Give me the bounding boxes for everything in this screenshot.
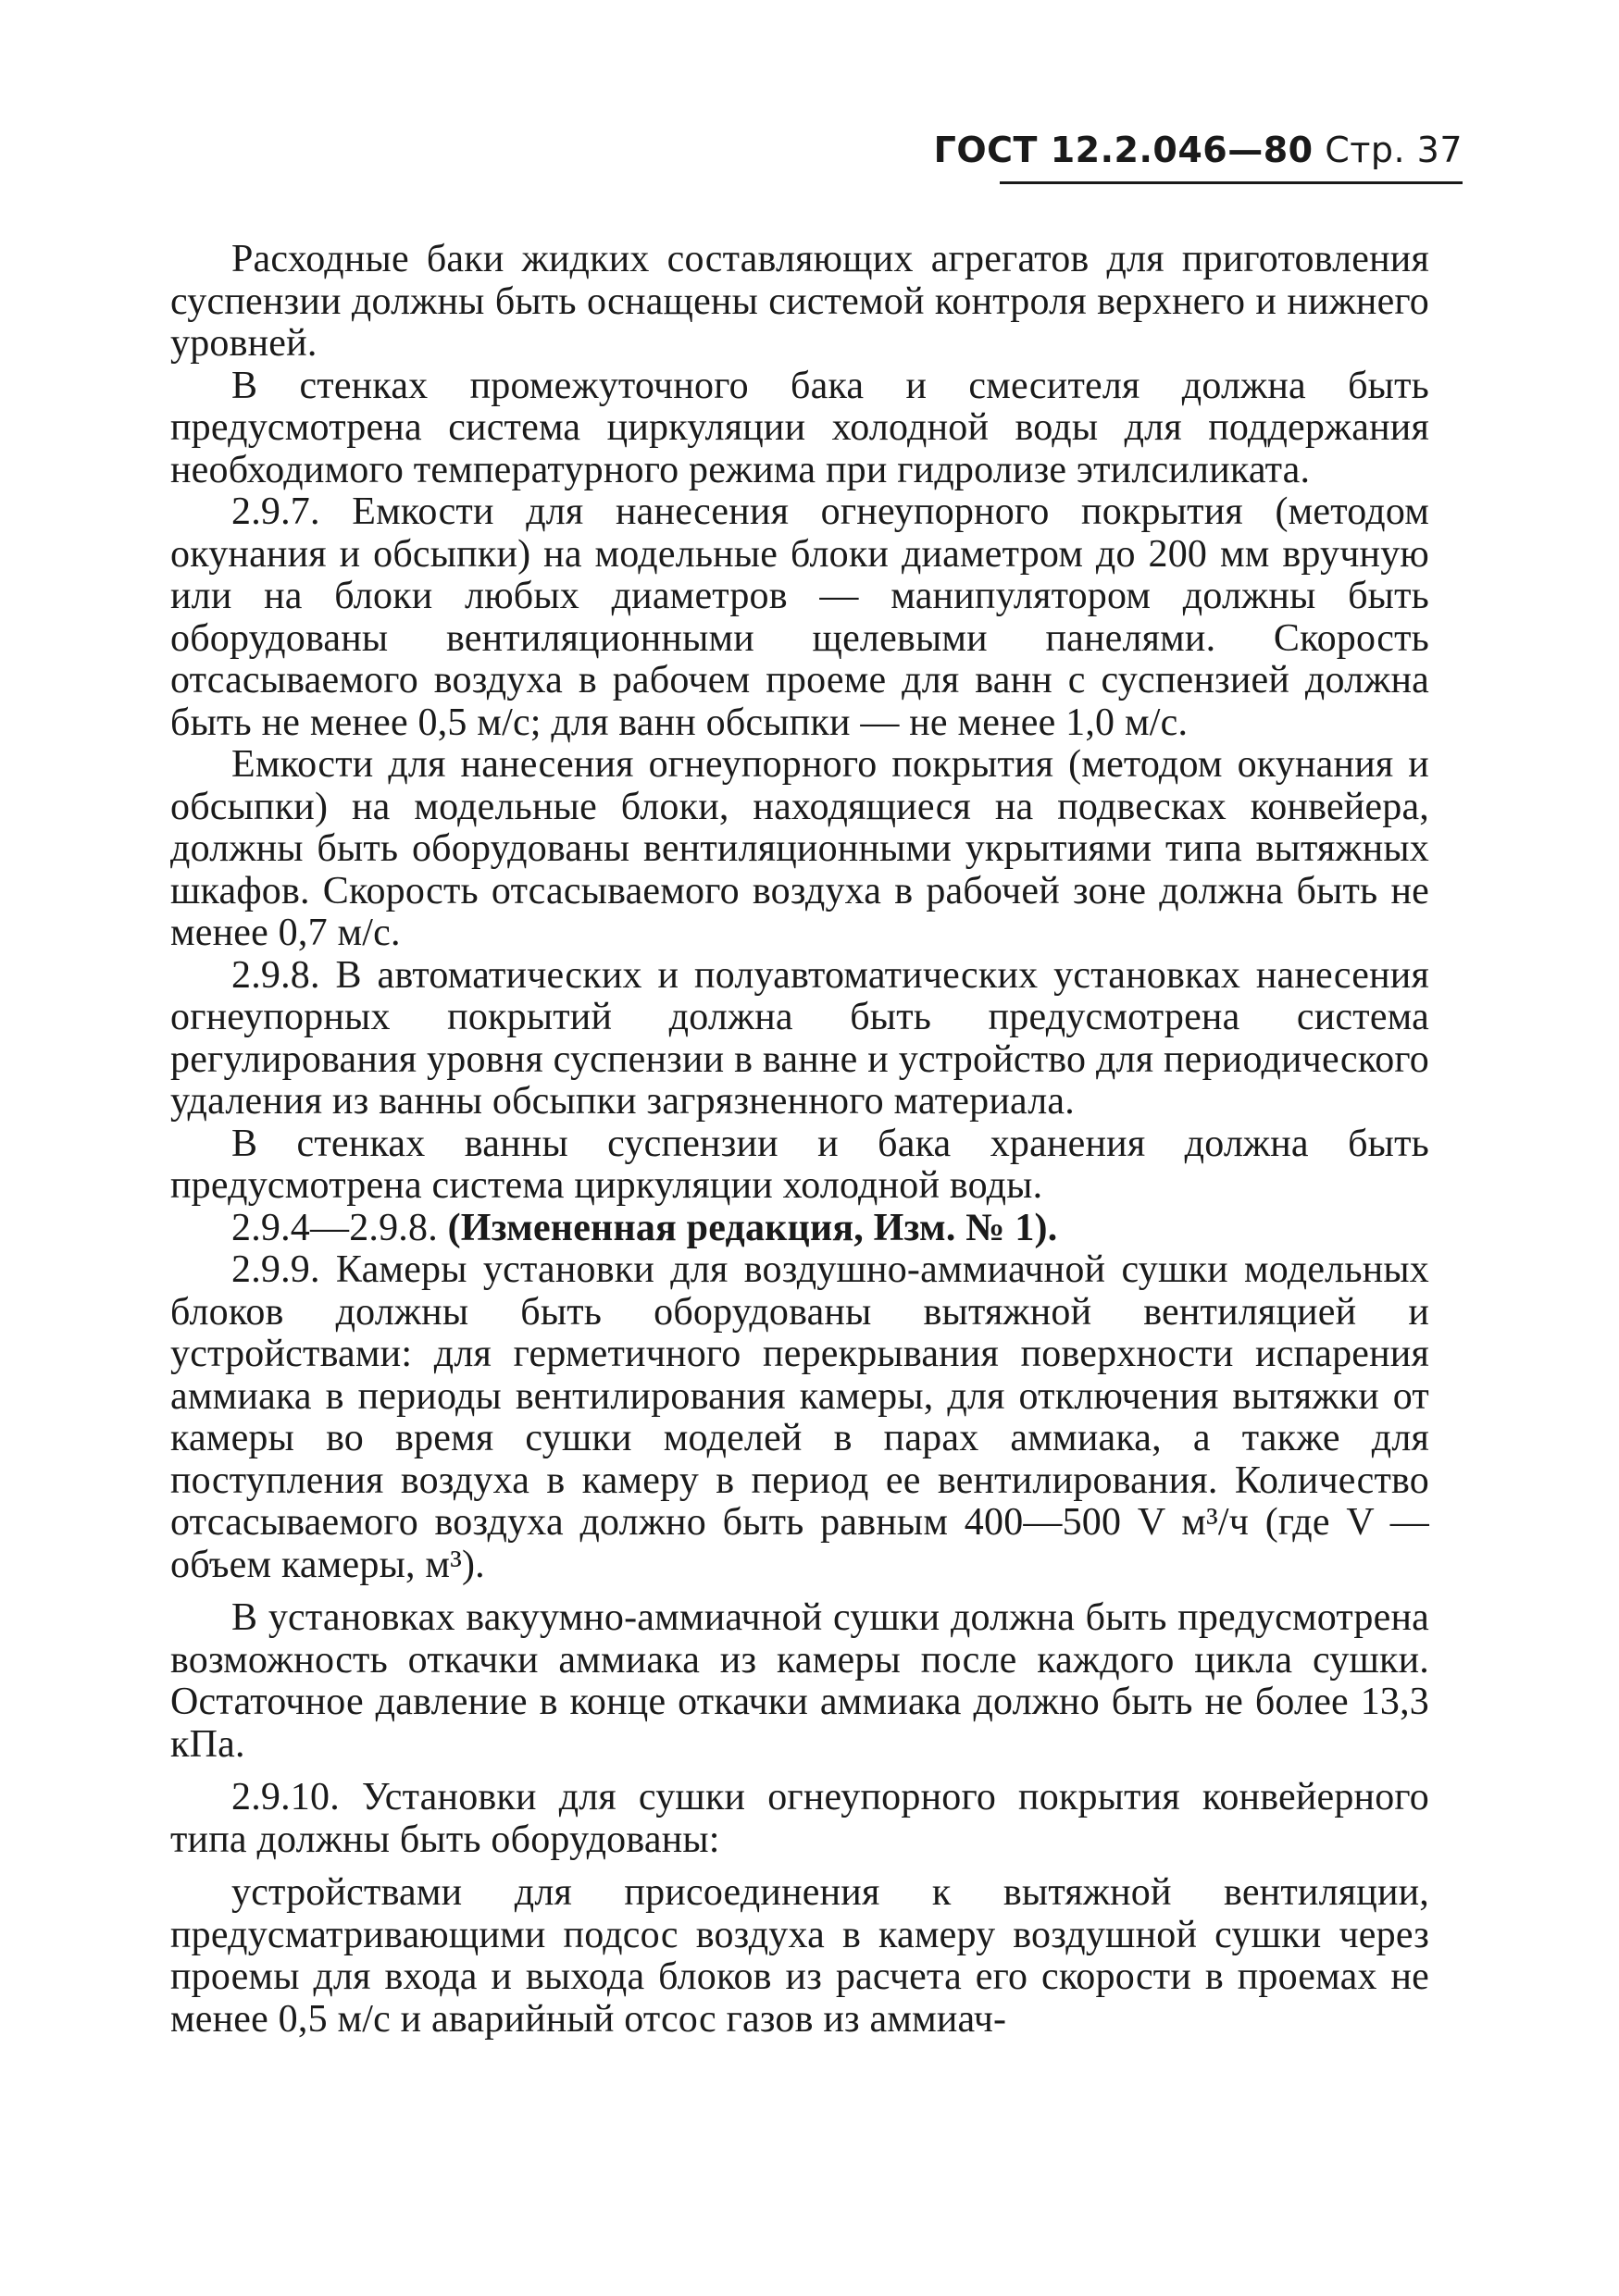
document-body	[170, 239, 1429, 2041]
paragraph-tanks-level-control: Расходные баки жидких составляющих агрегатов для приготовления суспензии должны быть оснащены системой контроля верхнего и нижнего уровней.	[170, 238, 1429, 365]
header-rule	[1000, 181, 1463, 184]
paragraph-bath-walls: В стенках ванны суспензии и бака хранения должна быть предусмотрена система циркуляции холодной воды.	[170, 1122, 1429, 1207]
paragraph-2-9-7: 2.9.7. Емкости для нанесения огнеупорного покрытия (методом окунания и обсыпки) на модельные блоки диаметром до 200 мм вручную или на блоки любых диаметров — манипулятором должны быть оборудованы вентиляционными щелевыми панелями. Скорость отсасываемого воздуха в рабочем проеме для ванн с суспензией должна быть не менее 0,5 м/с; для ванн обсыпки — не менее 1,0 м/с.	[170, 490, 1429, 744]
standard-number: ГОСТ 12.2.046—80	[933, 130, 1314, 170]
paragraph-2-9-9: 2.9.9. Камеры установки для воздушно-аммиачной сушки модельных блоков должны быть оборудованы вытяжной вентиляцией и устройствами: для герметичного перекрывания поверхности испарения аммиака в периоды вентилирования камеры, для отключения вытяжки от камеры во время сушки моделей в парах аммиака, а также для поступления воздуха в камеру в период ее вентилирования. Количество отсасываемого воздуха должно быть равным 400—500 V м³/ч (где V — объем камеры, м³).	[170, 1248, 1429, 1586]
paragraph-conveyor-tanks: Емкости для нанесения огнеупорного покрытия (методом окунания и обсыпки) на модельные блоки, находящиеся на подвесках конвейера, должны быть оборудованы вентиляционными укрытиями типа вытяжных шкафов. Скорость отсасываемого воздуха в рабочей зоне должна быть не менее 0,7 м/с.	[170, 743, 1429, 954]
revision-range: 2.9.4—2.9.8.	[231, 1206, 438, 1249]
revision-label: (Измененная редакция, Изм. № 1).	[447, 1206, 1058, 1249]
paragraph-vacuum-drying: В установках вакуумно-аммиачной сушки должна быть предусмотрена возможность откачки аммиака из камеры после каждого цикла сушки. Остаточное давление в конце откачки аммиака должно быть не более 13,3 кПа.	[170, 1596, 1429, 1766]
header-text	[934, 130, 1463, 170]
paragraph-2-9-10: 2.9.10. Установки для сушки огнеупорного покрытия конвейерного типа должны быть оборудованы:	[170, 1776, 1429, 1861]
paragraph-2-9-8: 2.9.8. В автоматических и полуавтоматических установках нанесения огнеупорных покрытий должна быть предусмотрена система регулирования уровня суспензии в ванне и устройство для периодического удаления из ванны обсыпки загрязненного материала.	[170, 953, 1429, 1123]
page-header	[933, 130, 1463, 185]
paragraph-intermediate-tank: В стенках промежуточного бака и смесителя должна быть предусмотрена система циркуляции холодной воды для поддержания необходимого температурного режима при гидролизе этилсиликата.	[170, 364, 1429, 491]
page-number: Стр. 37	[1325, 130, 1463, 170]
paragraph-ventilation-devices: устройствами для присоединения к вытяжной вентиляции, предусматривающими подсос воздуха в камеру воздушной сушки через проемы для входа и выхода блоков из расчета его скорости в проемах не менее 0,5 м/с и аварийный отсос газов из аммиач-	[170, 1871, 1429, 2041]
paragraph-revision-note	[170, 1208, 1429, 1250]
